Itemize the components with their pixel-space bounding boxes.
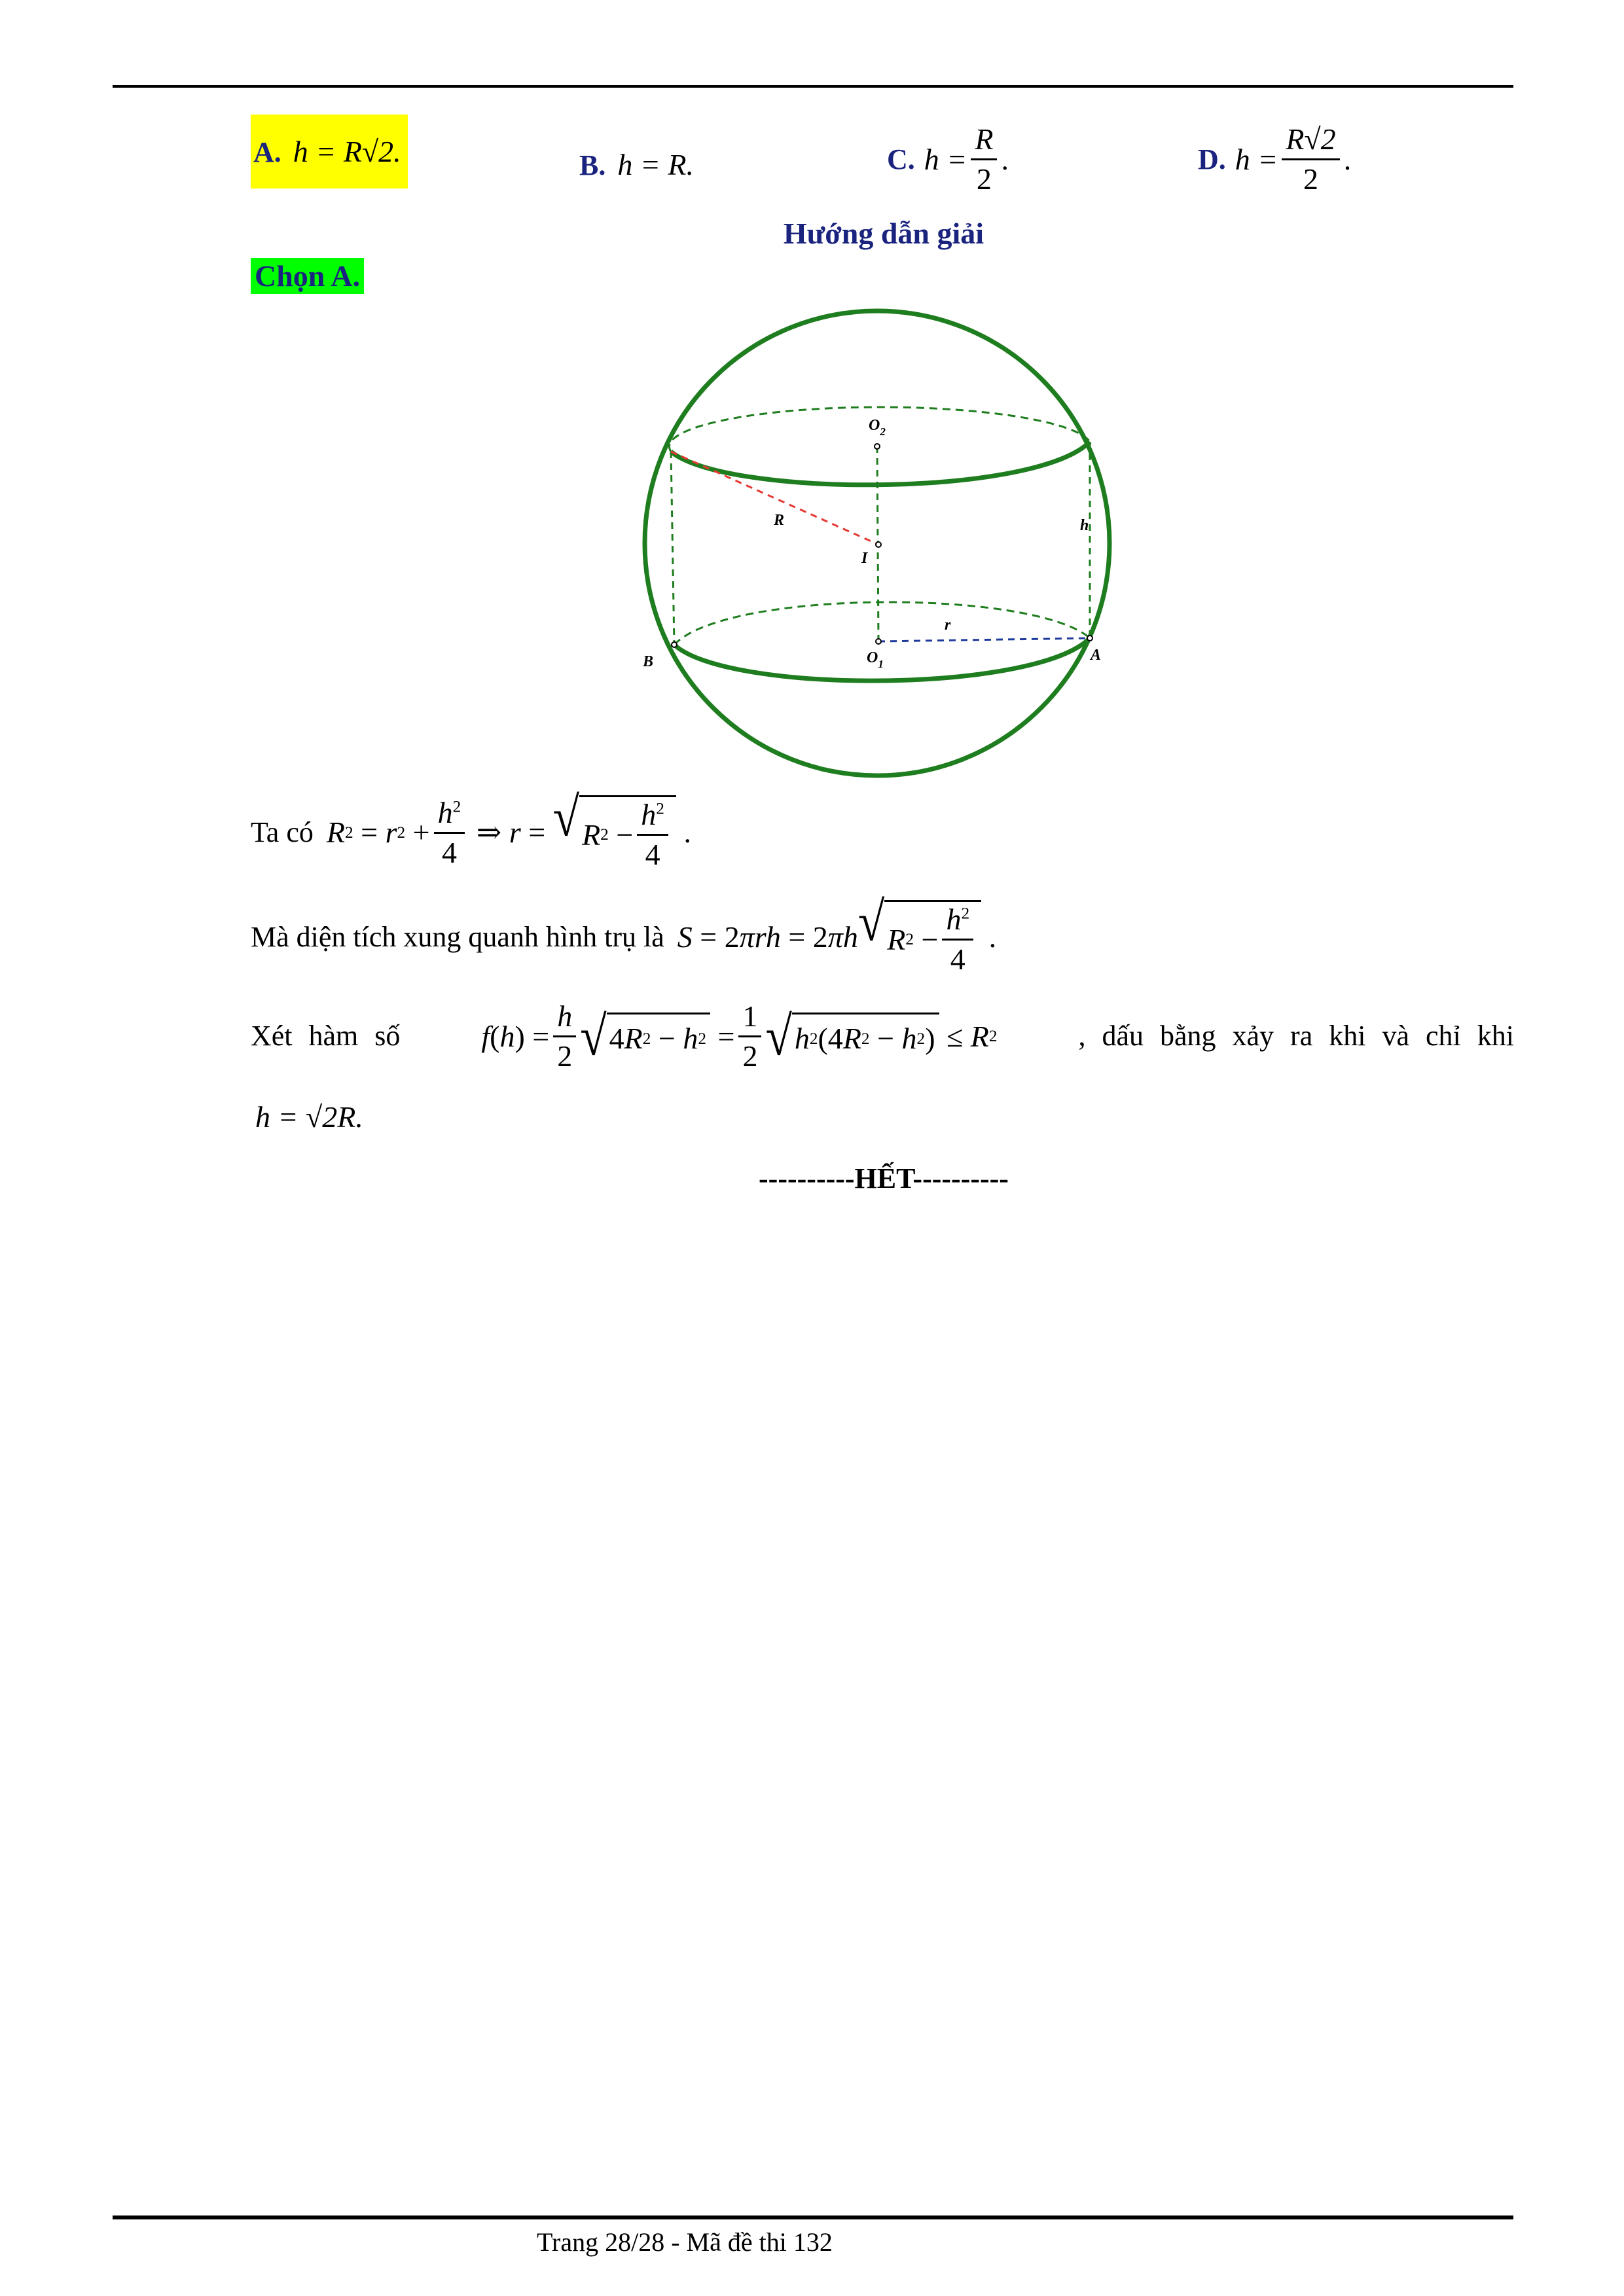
derivation-line-3 <box>251 1001 1514 1071</box>
line3-tail: , dấu bằng xảy ra khi và chỉ khi <box>1078 1020 1514 1052</box>
derivation-line-2 <box>251 890 997 976</box>
option-c <box>887 124 1009 194</box>
option-c-denominator: 2 <box>976 162 992 196</box>
cylinder-left-edge <box>671 452 674 645</box>
option-a-expr: h = R√2. <box>293 135 401 168</box>
choice-label: Chọn A. <box>251 258 364 294</box>
option-c-lhs: h = <box>924 143 967 176</box>
line1-text: Ta có <box>251 816 314 848</box>
option-d-fraction <box>1282 124 1339 194</box>
end-mark: ----------HẾT---------- <box>759 1162 1009 1194</box>
bottom-ellipse-back <box>674 602 1090 645</box>
line1-formula: R 2 = r 2 + $\frac{h^2}{4}$ ⇒ r = √ R 2 − $\frac{h^2}{4}$ . <box>326 785 691 871</box>
point-A <box>1087 636 1092 641</box>
option-a <box>251 115 408 188</box>
option-c-fraction <box>971 124 997 194</box>
label-h: h <box>1080 517 1089 534</box>
option-d-numerator: R√2 <box>1282 124 1339 160</box>
label-A: A <box>1091 647 1102 664</box>
label-B: B <box>643 653 654 670</box>
top-ellipse-front <box>671 442 1090 485</box>
option-c-tail: . <box>1001 143 1009 176</box>
option-d-lhs: h = <box>1235 143 1278 176</box>
option-c-label: C. <box>887 143 915 175</box>
option-a-label: A. <box>253 136 281 168</box>
derivation-line-1 <box>251 785 691 871</box>
line3-formula: f ( h ) = $\frac{h}{2}$ √ 4 R 2 − h 2 = $\frac{1}{2}$ √ h 2 (4 R 2 − h 2 ) ≤ R 2 <box>481 999 998 1073</box>
point-B <box>672 642 677 647</box>
option-d-label: D. <box>1198 143 1226 175</box>
point-I <box>876 542 881 547</box>
option-c-numerator: R <box>971 124 997 160</box>
label-I: I <box>861 550 868 567</box>
option-d <box>1198 124 1351 194</box>
top-rule <box>113 85 1513 88</box>
point-O2 <box>875 444 880 449</box>
option-d-tail: . <box>1343 143 1352 176</box>
label-O1: $O_1$ <box>867 649 884 670</box>
choice-box <box>251 259 364 293</box>
radius-r-segment <box>878 638 1090 641</box>
option-b-label: B. <box>579 149 606 181</box>
option-b-expr: h = R. <box>617 148 694 181</box>
option-b <box>579 147 694 182</box>
solution-heading: Hướng dẫn giải <box>783 217 984 250</box>
label-O2: $O_2$ <box>869 417 886 438</box>
point-O1 <box>876 639 881 644</box>
page-footer: Trang 28/28 - Mã đề thi 132 <box>537 2227 833 2257</box>
line2-formula: S = 2 πrh = 2 πh √ R 2 − $\frac{h^2}{4}$ . <box>677 890 997 976</box>
line2-text: Mà diện tích xung quanh hình trụ là <box>251 920 664 953</box>
label-r: r <box>945 617 951 634</box>
line3-text: Xét hàm số <box>251 1020 401 1052</box>
derivation-line-4: h = √2R. <box>255 1100 363 1134</box>
label-R: R <box>774 512 785 529</box>
sphere-cylinder-figure <box>628 301 1126 785</box>
option-d-denominator: 2 <box>1303 162 1318 196</box>
bottom-rule <box>113 2215 1513 2219</box>
